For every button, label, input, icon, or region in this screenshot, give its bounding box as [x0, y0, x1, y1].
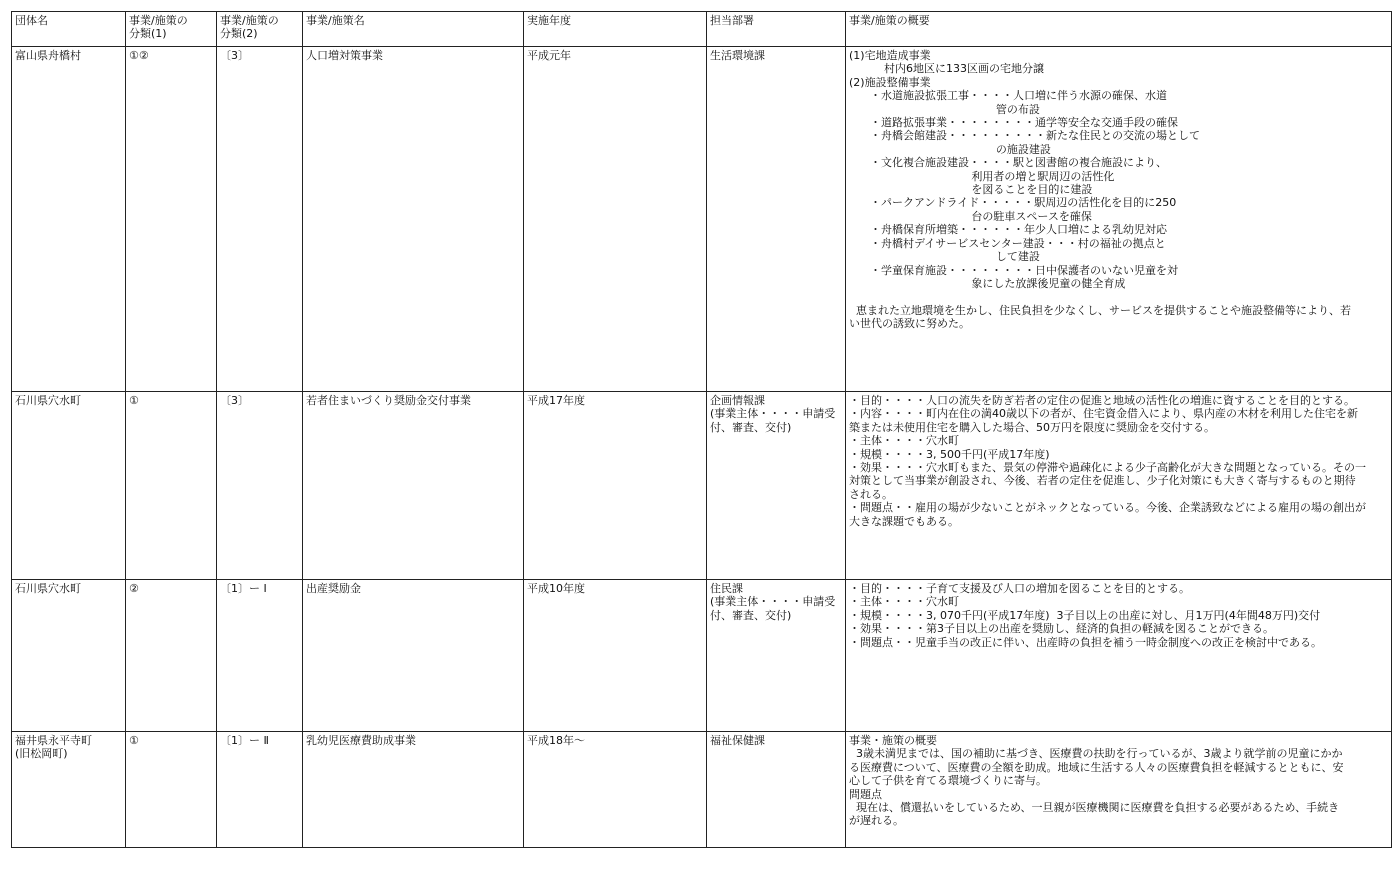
cell-name: 若者住まいづくり奨励金交付事業 — [303, 392, 524, 580]
cell-summary: (1)宅地造成事業 村内6地区に133区画の宅地分譲 (2)施設整備事業 ・水道施設拡張工事・・・・人口増に伴う水源の確保、水道 管の布設 ・道路拡張事業・・・・・・・・通学等安全な交通手段の確保 ・舟橋会館建設・・・・・・・・・新たな住民との交流の場として の施設建設 ・文化複合施設建設・・・・駅と図書館の複合施設により、 利用者の増と駅周辺の活性化 を図ることを目的に建設 ・パークアンドライド・・・・・駅周辺の活性化を目的に250 台の駐車スペースを確保 ・舟橋保育所増築・・・・・・年少人口増による乳幼児対応 ・舟橋村デイサービスセンター建設・・・村の福祉の拠点と して建設 ・学童保育施設・・・・・・・・日中保護者のいない児童を対 象にした放課後児童の健全育成 恵まれた立地環境を生かし、住民負担を少なくし、サービスを提供することや施設整備等により、若 い世代の誘致に努めた。 — [846, 47, 1392, 392]
header-year: 実施年度 — [524, 12, 707, 47]
header-row — [12, 12, 1392, 47]
header-summary: 事業/施策の概要 — [846, 12, 1392, 47]
header-class2: 事業/施策の 分類(2) — [217, 12, 303, 47]
header-dept: 担当部署 — [707, 12, 846, 47]
cell-dept: 福祉保健課 — [707, 732, 846, 848]
cell-dept: 住民課 (事業主体・・・・申請受 付、審査、交付) — [707, 580, 846, 732]
cell-class1: ①② — [126, 47, 217, 392]
cell-summary: ・目的・・・・子育て支援及び人口の増加を図ることを目的とする。 ・主体・・・・穴水町 ・規模・・・・3, 070千円(平成17年度) 3子目以上の出産に対し、月1万円(4年間48万円)交付 ・効果・・・・第3子目以上の出産を奨励し、経済的負担の軽減を図ることができる。 ・問題点・・児童手当の改正に伴い、出産時の負担を補う一時金制度への改正を検討中である。 — [846, 580, 1392, 732]
cell-name: 人口増対策事業 — [303, 47, 524, 392]
cell-dept: 生活環境課 — [707, 47, 846, 392]
cell-class2: 〔1〕ー I — [217, 580, 303, 732]
cell-class2: 〔3〕 — [217, 392, 303, 580]
table-row — [12, 392, 1392, 580]
cell-dept: 企画情報課 (事業主体・・・・申請受 付、審査、交付) — [707, 392, 846, 580]
cell-org: 福井県永平寺町 (旧松岡町) — [12, 732, 126, 848]
table-row — [12, 47, 1392, 392]
header-class1: 事業/施策の 分類(1) — [126, 12, 217, 47]
cell-year: 平成元年 — [524, 47, 707, 392]
table-row — [12, 580, 1392, 732]
policy-table — [11, 11, 1392, 848]
cell-year: 平成10年度 — [524, 580, 707, 732]
cell-summary: 事業・施策の概要 3歳未満児までは、国の補助に基づき、医療費の扶助を行っているが、3歳より就学前の児童にかか る医療費について、医療費の全額を助成。地域に生活する人々の医療費負担を軽減するとともに、安 心して子供を育てる環境づくりに寄与。 問題点 現在は、償還払いをしているため、一旦親が医療機関に医療費を負担する必要があるため、手続き が遅れる。 — [846, 732, 1392, 848]
table-row — [12, 732, 1392, 848]
cell-name: 乳幼児医療費助成事業 — [303, 732, 524, 848]
cell-name: 出産奨励金 — [303, 580, 524, 732]
header-org: 団体名 — [12, 12, 126, 47]
cell-class1: ① — [126, 732, 217, 848]
cell-summary: ・目的・・・・人口の流失を防ぎ若者の定住の促進と地域の活性化の増進に資することを目的とする。 ・内容・・・・町内在住の満40歳以下の者が、住宅資金借入により、県内産の木材を利用した住宅を新 築または未使用住宅を購入した場合、50万円を限度に奨励金を交付する。 ・主体・・・・穴水町 ・規模・・・・3, 500千円(平成17年度) ・効果・・・・穴水町もまた、景気の停滞や過疎化による少子高齢化が大きな問題となっている。その一 対策として当事業が創設され、今後、若者の定住を促進し、少子化対策にも大きく寄与するものと期待 される。 ・問題点・・雇用の場が少ないことがネックとなっている。今後、企業誘致などによる雇用の場の創出が 大きな課題でもある。 — [846, 392, 1392, 580]
cell-class1: ② — [126, 580, 217, 732]
cell-org: 石川県穴水町 — [12, 580, 126, 732]
cell-year: 平成17年度 — [524, 392, 707, 580]
cell-class2: 〔3〕 — [217, 47, 303, 392]
header-name: 事業/施策名 — [303, 12, 524, 47]
cell-org: 富山県舟橋村 — [12, 47, 126, 392]
cell-class2: 〔1〕ー Ⅱ — [217, 732, 303, 848]
cell-year: 平成18年～ — [524, 732, 707, 848]
cell-class1: ① — [126, 392, 217, 580]
cell-org: 石川県穴水町 — [12, 392, 126, 580]
